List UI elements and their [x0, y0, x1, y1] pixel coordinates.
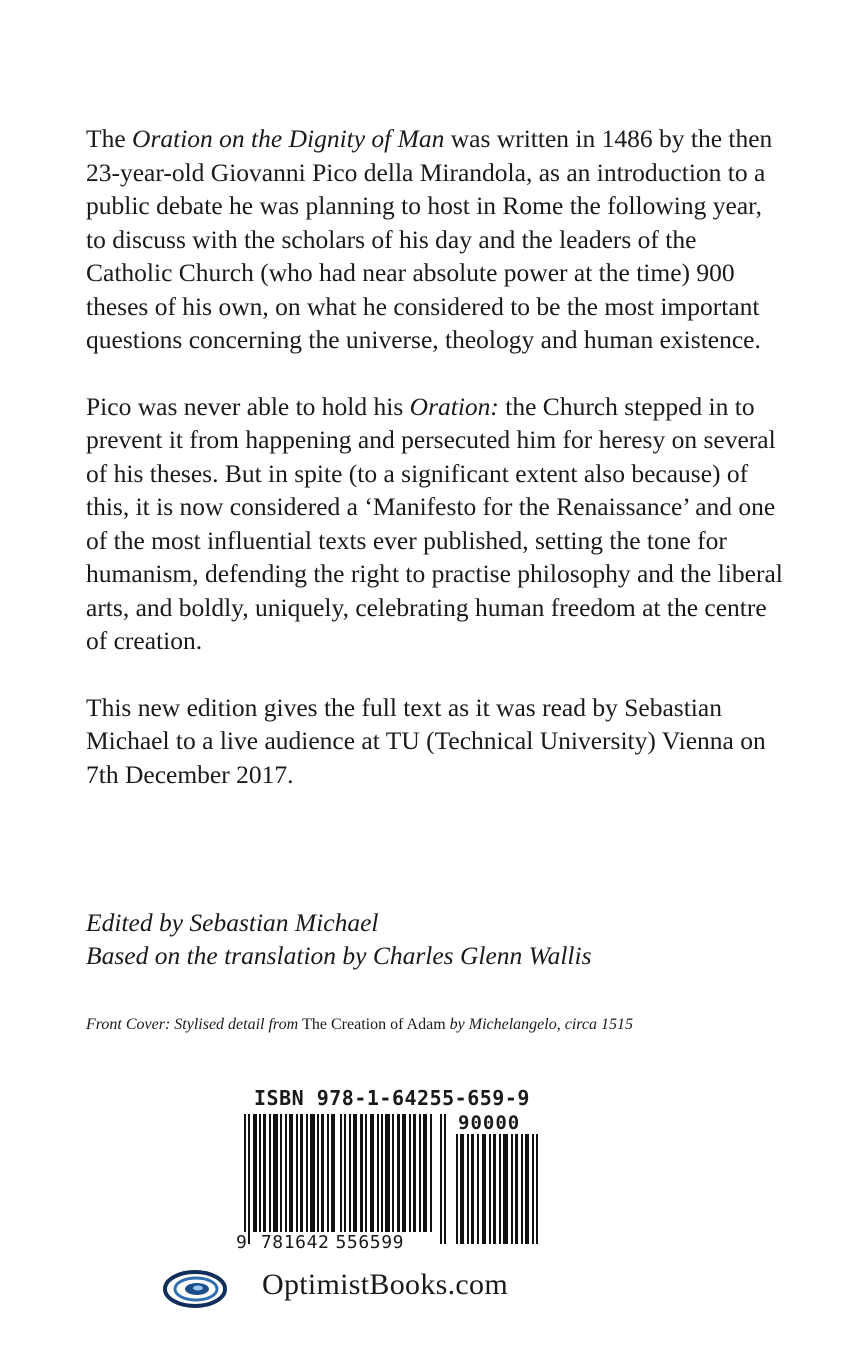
blurb-paragraph-1: The Oration on the Dignity of Man was written in 1486 by the then 23-year-old Giovanni Pico della Mirandola, as an introduction to a public debate he was planning to host in Rome the following year, to discuss with the scholars of his day and the leaders of the Catholic Church (who had near absolute power at the time) 900 theses of his own, on what he considered to be the most important questions concerning the universe, theology and human existence.	[86, 124, 773, 354]
front-cover-note: Front Cover: Stylised detail from The Creation of Adam by Michelangelo, circa 1515	[86, 1016, 633, 1033]
price-code: 90000	[458, 1112, 521, 1134]
back-cover-blurb	[86, 122, 786, 824]
isbn-label: ISBN 978-1-64255-659-9	[254, 1086, 530, 1110]
oration-title-short: Oration:	[409, 391, 499, 421]
credits	[86, 906, 786, 972]
blurb-paragraph-3: This new edition gives the full text as it was read by Sebastian Michael to a live audience at TU (Technical University) Vienna on 7th December 2017.	[86, 692, 766, 789]
barcode-digits: 9 781642 556599	[236, 1232, 405, 1253]
publisher-name: OptimistBooks.com	[262, 1268, 508, 1301]
blurb-paragraph-2: Pico was never able to hold his Oration: the Church stepped in to prevent it from happening and persecuted him for heresy on several of his theses. But in spite (to a significant extent also because) of this, it is now considered a ‘Manifesto for the Renaissance’ and one of the most influential texts ever published, setting the tone for humanism, defending the right to practise philosophy and the liberal arts, and boldly, uniquely, celebrating human freedom at the centre of creation.	[86, 391, 783, 655]
editor-credit: Edited by Sebastian Michael	[86, 908, 379, 937]
isbn-barcode	[244, 1114, 446, 1244]
oration-title: Oration on the Dignity of Man	[132, 124, 445, 153]
swirl-eye-icon	[162, 1268, 228, 1310]
artwork-title: The Creation of Adam	[302, 1016, 446, 1033]
addon-barcode	[456, 1134, 538, 1244]
translation-credit: Based on the translation by Charles Glenn Wallis	[86, 941, 592, 970]
